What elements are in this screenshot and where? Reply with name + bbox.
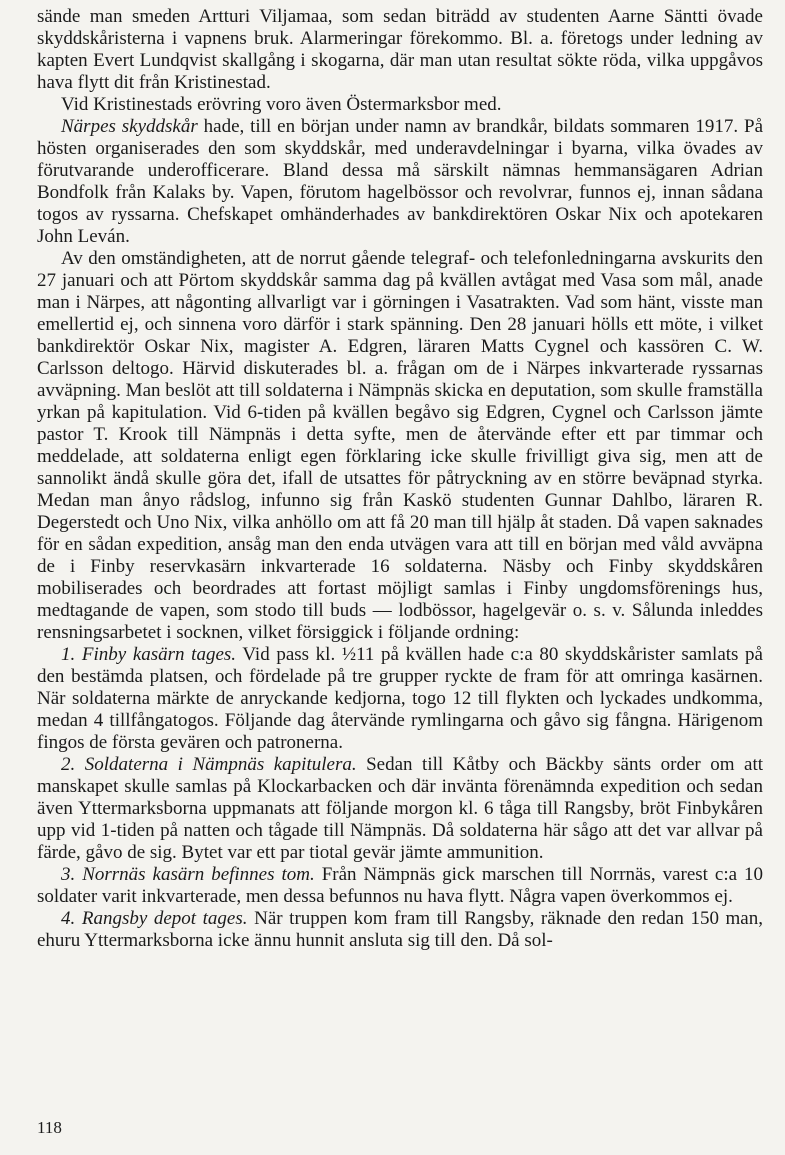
paragraph-narpes: [37, 116, 763, 248]
list-item-3-text: Från Nämpnäs gick marschen till Norrnäs, varest c:a 10 soldater varit inkvarterade, men dessa befunnos nu hava flytt. Några vapen överkommos ej.: [37, 864, 763, 907]
list-item-4-text: När truppen kom fram till Rangsby, räknade den redan 150 man, ehuru Yttermarksborna icke ännu hunnit ansluta sig till den. Då sol-: [37, 908, 763, 951]
heading-item-4: 4. Rangsby depot tages.: [61, 908, 248, 929]
list-item-2-text: Sedan till Kåtby och Bäckby sänts order om att manskapet skulle samlas på Klockarbacken och där invänta förenämnda expedition och sedan även Yttermarksborna uppmanats att följande morgon kl. 6 tåga till Rangsby, bröt Finbykåren upp vid 1-tiden på natten och tågade till Nämpnäs. Då soldaterna här sågo att det var allvar på färde, gåvo de sig. Bytet var ett par tiotal gevär jämte ammunition.: [37, 754, 763, 863]
heading-item-3: 3. Norrnäs kasärn befinnes tom.: [61, 864, 315, 885]
list-item-1: [37, 644, 763, 754]
paragraph-narpes-text: hade, till en början under namn av brandkår, bildats sommaren 1917. På hösten organiserades den som skyddskår, med underavdelningar i byarna, vilka övades av förutvarande underofficerare. Bland dessa må särskilt nämnas hemmansägaren Adrian Bondfolk från Kalaks by. Vapen, förutom hagelbössor och revolvrar, funnos ej, innan sådana togos av ryssarna. Chefskapet omhänderhades av bankdirektören Oskar Nix och apotekaren John Leván.: [37, 116, 763, 247]
page-number: 118: [37, 1118, 62, 1137]
paragraph-1: sände man smeden Artturi Viljamaa, som sedan biträdd av studenten Aarne Säntti övade skyddskåristerna i vapnens bruk. Alarmeringar förekommo. Bl. a. företogs under ledning av kapten Evert Lundqvist skallgång i skogarna, där man utan resultat sökte röda, vilka uppgåvos hava flytt dit från Kristinestad.: [37, 6, 763, 93]
heading-item-1: 1. Finby kasärn tages.: [61, 644, 237, 665]
list-item-4: [37, 908, 763, 952]
paragraph-4: Av den omständigheten, att de norrut gående telegraf- och telefonledningarna avskurits den 27 januari och att Pörtom skyddskår samma dag på kvällen avtågat med Vasa som mål, anade man i Närpes, att någonting allvarligt var i görningen i Vasatrakten. Vad som hänt, visste man emellertid ej, och sinnena voro därför i stark spänning. Den 28 januari hölls ett möte, i vilket bankdirektör Oskar Nix, magister A. Edgren, läraren Matts Cygnel och kassören C. W. Carlsson deltogo. Härvid diskuterades bl. a. frågan om de i Närpes inkvarterade ryssarnas avväpning. Man beslöt att till soldaterna i Nämpnäs skicka en deputation, som skulle framställa yrkan på kapitulation. Vid 6-tiden på kvällen begåvo sig Edgren, Cygnel och Carlsson jämte pastor T. Krook till Nämpnäs i detta syfte, men de återvände efter ett par timmar och meddelade, att soldaterna enligt egen förklaring icke skulle frivilligt giva sig, men att de sannolikt ändå skulle göra det, ifall de utsattes för påtryckning av en större beväpnad styrka. Medan man ånyo rådslog, infunno sig från Kaskö studenten Gunnar Dahlbo, läraren R. Degerstedt och Uno Nix, vilka anhöllo om att få 20 man till hjälp åt staden. Då vapen saknades för en sådan expedition, ansåg man den enda utvägen vara att till en början med våld avväpna de i Finby reservkasärn inkvarterade 16 soldaterna. Näsby och Finby skyddskåren mobiliserades och beordrades att fortast möjligt samlas i Finby ungdomsförenings hus, medtagande de vapen, som stodo till buds — lodbössor, hagelgevär o. s. v. Sålunda inleddes rensningsarbetet i socknen, vilket försiggick i följande ordning:: [37, 248, 763, 643]
heading-narpes: Närpes skyddskår: [61, 116, 198, 137]
heading-item-2: 2. Soldaterna i Nämpnäs kapitulera.: [61, 754, 357, 775]
paragraph-2: Vid Kristinestads erövring voro även Östermarksbor med.: [61, 94, 502, 115]
list-item-1-text: Vid pass kl. ½11 på kvällen hade c:a 80 skyddskårister samlats på den bestämda platsen, och fördelade på tre grupper ryckte de fram för att omringa kasärnen. När soldaterna märkte de anryckande kedjorna, togo 12 till flykten och lyckades undkomma, medan 4 tillfångatogos. Följande dag återvände rymlingarna och gåvo sig fångna. Härigenom fingos de första gevären och patronerna.: [37, 644, 763, 753]
body-text: [37, 6, 763, 952]
list-item-2: [37, 754, 763, 864]
list-item-3: [37, 864, 763, 908]
